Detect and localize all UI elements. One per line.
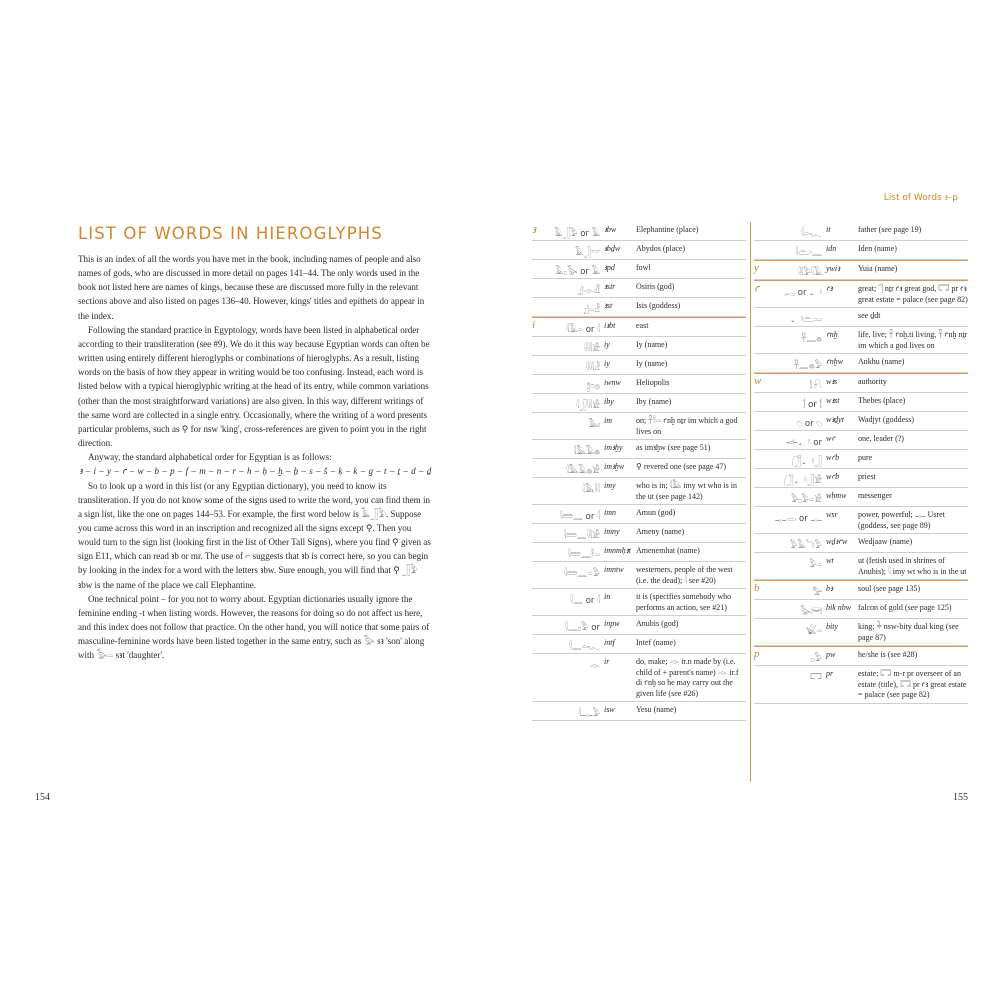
- transliteration: wsr: [826, 510, 838, 519]
- word-entry: [532, 440, 746, 459]
- word-entry: [532, 616, 746, 635]
- paragraph: So to look up a word in this list (or any Egyptian dictionary), you need to know its transliteration. If you do not know some of the signs used to write the word, you can find them in a sign list, like the one on pages 144–53. For example, the first word below is 𓄿𓃀𓅱. Suppose you came across this word in an inscription and recognized all the signs except ⚲. Then you would turn to the sign list (looking first in the list of Other Tall Signs), where you find ⚲ given as sign E11, which can read ꜣb or mr. The use of ⌐ suggests that ꜣb is correct here, so you can begin by looking in the index for a word with the letters ꜣbw. Sure enough, you will find that ⚲ 𓃀𓅱 ꜣbw is the name of the place we call Elephantine.: [78, 480, 431, 590]
- meaning: king; 𓇓 nsw-bity dual king (see page 87): [858, 622, 959, 642]
- word-entry: [754, 469, 968, 488]
- transliteration: wꜣs: [826, 377, 838, 386]
- word-entry: [532, 505, 746, 524]
- hieroglyph-writing: 𓇋𓈖 or 𓇋: [569, 596, 600, 606]
- hieroglyph-writing: 𓊪𓅱: [811, 654, 822, 664]
- hieroglyph-writing: 𓆤𓏏: [806, 626, 822, 636]
- hieroglyph-writing: 𓇋𓄿𓏏 or 𓇋: [566, 325, 600, 335]
- word-entry: [754, 412, 968, 431]
- meaning: Heliopolis: [636, 378, 670, 387]
- section-letter: p: [754, 648, 760, 660]
- page-title: LIST OF WORDS IN HIEROGLYPHS: [78, 224, 383, 243]
- transliteration: imntw: [604, 565, 624, 574]
- word-entry: [532, 589, 746, 616]
- meaning: messenger: [858, 491, 892, 500]
- transliteration: isw: [604, 705, 615, 714]
- transliteration: inpw: [604, 619, 620, 628]
- word-entry: [532, 317, 746, 337]
- hieroglyph-writing: 𓇋𓈖𓏏𓆑: [568, 642, 600, 652]
- word-entry: [532, 298, 746, 317]
- meaning: power, powerful; 𓊃 Usret (goddess, see page 89): [858, 510, 945, 530]
- meaning: pure: [858, 453, 873, 462]
- word-entry: [532, 413, 746, 440]
- meaning: east: [636, 321, 649, 330]
- transliteration: imny: [604, 527, 620, 536]
- meaning: Osiris (god): [636, 282, 675, 291]
- meaning: Amun (god): [636, 508, 676, 517]
- hieroglyph-writing: 𓇋𓃀𓇌𓀀: [576, 401, 600, 411]
- paragraph: One technical point – for you not to worry about. Egyptian dictionaries usually ignore the feminine ending -t when listing words. However, the reasons for doing so do not affect us here, and this index does not follow that practice. On the other hand, you will notice that some pairs of masculine-feminine words have been listed together in the same entry, such as 𓅭 sꜣ 'son' along with 𓅭𓏏 sꜣt 'daughter'.: [78, 593, 430, 661]
- hieroglyph-writing: 𓇌𓅱𓇋𓄿: [797, 268, 822, 278]
- alphabet-order: ꜣ – i – y – ꜥ – w – b – p – f – m – n – r – h – ḥ – ḫ – ẖ – s – š – ḳ – k – g – t – ṯ – d – ḏ: [79, 466, 432, 477]
- meaning: as imꜣḫw (see page 51): [636, 443, 711, 452]
- hieroglyph-writing: 𓅡: [811, 588, 822, 598]
- meaning: life, live; 𓋹 ꜥnḫ.ti living, 𓋹 ꜥnḫ nṯr im which a god lives on: [858, 330, 968, 350]
- hieroglyph-writing: 𓇋𓈖𓊪𓅱 or: [564, 623, 600, 633]
- paragraph: Anyway, the standard alphabetical order for Egyptian is as follows:: [88, 452, 332, 463]
- transliteration: pw: [826, 650, 836, 659]
- meaning: father (see page 19): [858, 225, 922, 234]
- word-entry: [532, 562, 746, 589]
- meaning: westerners, people of the west (i.e. the dead); 𓇋 see #20): [636, 565, 733, 585]
- transliteration: pr: [826, 669, 834, 678]
- word-entry: [754, 488, 968, 507]
- meaning: ut (fetish used in shrines of Anubis); 𓇋 imy wt who is in the ut: [858, 556, 967, 576]
- hieroglyph-writing: 𓌀𓍯: [809, 381, 822, 391]
- transliteration: ꜣbw: [604, 225, 617, 234]
- folio-left: 154: [35, 792, 50, 803]
- word-entry: [754, 507, 968, 534]
- transliteration: iy: [604, 359, 610, 368]
- transliteration: wt: [826, 556, 834, 565]
- word-entry: [754, 646, 968, 666]
- hieroglyph-writing: 𓇋𓏏𓆑: [800, 229, 822, 239]
- word-entry: [532, 260, 746, 279]
- word-entry: [754, 327, 968, 354]
- transliteration: iwnw: [604, 378, 621, 387]
- word-entry: [532, 337, 746, 356]
- transliteration: imꜣḫy: [604, 443, 623, 452]
- transliteration: it: [826, 225, 831, 234]
- transliteration: iy: [604, 340, 610, 349]
- meaning: who is in; 𓇋𓅓 imy wt who is in the ut (see page 142): [636, 481, 738, 501]
- word-entry: [754, 431, 968, 450]
- transliteration: imꜣḫw: [604, 462, 625, 471]
- transliteration: ꜥnḫ: [826, 330, 838, 339]
- transliteration: ꜣsir: [604, 282, 616, 291]
- transliteration: wꜥ: [826, 434, 836, 443]
- word-entry: [754, 553, 968, 580]
- meaning: Anubis (god): [636, 619, 679, 628]
- word-entry: [754, 580, 968, 600]
- meaning: Yesu (name): [636, 705, 677, 714]
- word-entry: [754, 534, 968, 553]
- meaning: authority: [858, 377, 887, 386]
- hieroglyph-writing: 𓁹: [589, 661, 600, 671]
- meaning: ⚲ revered one (see page 47): [636, 462, 727, 471]
- transliteration: wꜣst: [826, 396, 840, 405]
- meaning: Abydos (place): [636, 244, 686, 253]
- paragraph: This is an index of all the words you have met in the book, including names of people and also names of gods, who are discussed in more detail on pages 141–44. The only words used in the book not listed here are names of kings, because these are discussed more fully in the relevant sections above and also listed on pages 136–40. However, kings' titles and epithets do appear in the index.: [78, 254, 425, 321]
- transliteration: intf: [604, 638, 615, 647]
- hieroglyph-writing: 𓅱𓄿𓆓𓅱: [789, 541, 822, 551]
- word-column-1: [532, 222, 746, 721]
- transliteration: idn: [826, 244, 837, 253]
- meaning: it is (specifies somebody who performs an action, see #21): [636, 592, 732, 612]
- transliteration: imn: [604, 508, 616, 517]
- word-entry: [532, 241, 746, 260]
- word-entry: [754, 308, 968, 327]
- hieroglyph-writing: 𓃂𓂝𓃀𓀀: [783, 476, 822, 486]
- transliteration: ꜣst: [604, 301, 613, 310]
- meaning: priest: [858, 472, 876, 481]
- transliteration: iby: [604, 397, 614, 406]
- meaning: Isis (goddess): [636, 301, 681, 310]
- transliteration: ꜣbḏw: [604, 244, 621, 253]
- hieroglyph-writing: 𓉺𓏌𓊖: [586, 382, 600, 392]
- word-entry: [754, 666, 968, 704]
- hieroglyph-writing: 𓅓𓏤: [588, 420, 600, 430]
- hieroglyph-writing: 𓊃𓂋 or 𓊃: [774, 514, 822, 524]
- meaning: Iden (name): [858, 244, 897, 253]
- hieroglyph-writing: 𓇋𓅓𓄿𓐍𓀀: [565, 466, 600, 476]
- meaning: soul (see page 135): [858, 584, 920, 593]
- word-entry: [532, 459, 746, 478]
- column-divider: [750, 222, 751, 782]
- transliteration: ꜥnḫw: [826, 357, 844, 366]
- intro-text: [78, 252, 433, 663]
- word-entry: [754, 619, 968, 646]
- hieroglyph-writing: 𓋹𓈖𓐍: [801, 334, 822, 344]
- hieroglyph-writing: 𓊨𓏏𓁐: [583, 305, 600, 315]
- word-entry: [754, 222, 968, 241]
- meaning: he/she is (see #28): [858, 650, 918, 659]
- transliteration: iꜣbt: [604, 321, 616, 330]
- word-entry: [532, 654, 746, 702]
- transliteration: ywiꜣ: [826, 264, 840, 273]
- meaning: Amenemhat (name): [636, 546, 700, 555]
- section-letter: b: [754, 582, 760, 594]
- transliteration: ir: [604, 657, 610, 666]
- word-entry: [532, 478, 746, 505]
- transliteration: bꜣ: [826, 584, 833, 593]
- word-entry: [532, 394, 746, 413]
- hieroglyph-writing: 𓄿𓊪𓅭 or 𓄿: [555, 267, 600, 277]
- hieroglyph-writing: 𓄿𓃀𓎟: [575, 248, 600, 258]
- word-entry: [754, 450, 968, 469]
- transliteration: im: [604, 416, 612, 425]
- meaning: on; 𓋹𓎛𓏏 ꜥnḫ nṯr im which a god lives on: [636, 416, 738, 436]
- hieroglyph-writing: 𓂝𓂧𓏏: [790, 315, 822, 325]
- hieroglyph-writing: 𓊨𓁹𓀭: [578, 286, 600, 296]
- word-entry: [532, 375, 746, 394]
- transliteration: bity: [826, 622, 838, 631]
- hieroglyph-writing: 𓅱𓊪𓅱𓏏𓀀: [790, 495, 822, 505]
- meaning: falcon of gold (see page 125): [858, 603, 952, 612]
- meaning: great; 𓊹 nṯr ꜥꜣ great god, 𓉐 pr ꜥꜣ great estate = palace (see page 82): [858, 284, 968, 304]
- running-head: List of Words ꜣ–p: [883, 193, 958, 203]
- transliteration: in: [604, 592, 611, 601]
- hieroglyph-writing: 𓌡𓂝 or: [785, 438, 822, 448]
- section-letter: ꜣ: [532, 224, 536, 236]
- meaning: Yuia (name): [858, 264, 898, 273]
- meaning: Ankhu (name): [858, 357, 905, 366]
- word-entry: [754, 393, 968, 412]
- meaning: see ḏdt: [858, 311, 881, 320]
- word-entry: [754, 241, 968, 260]
- meaning: Iby (name): [636, 397, 672, 406]
- meaning: fowl: [636, 263, 651, 272]
- word-entry: [754, 600, 968, 619]
- hieroglyph-writing: 𓇋𓊃𓅱: [578, 709, 600, 719]
- hieroglyph-writing: 𓇋𓇌𓀀: [583, 344, 600, 354]
- meaning: Elephantine (place): [636, 225, 699, 234]
- transliteration: wḥmw: [826, 491, 847, 500]
- hieroglyph-writing: 𓇋𓏠𓈖𓇌𓀀: [563, 531, 600, 541]
- word-entry: [532, 222, 746, 241]
- meaning: Intef (name): [636, 638, 676, 647]
- hieroglyph-writing: 𓆇 or 𓆇: [796, 419, 822, 429]
- hieroglyph-writing: 𓅱𓏏: [809, 560, 822, 570]
- hieroglyph-writing: 𓇋𓏠𓈖𓎛𓏏: [567, 550, 600, 560]
- word-entry: [754, 260, 968, 280]
- word-entry: [532, 635, 746, 654]
- hieroglyph-writing: 𓇋𓏠𓈖 or 𓇋: [559, 512, 600, 522]
- word-entry: [754, 373, 968, 393]
- hieroglyph-writing: 𓃂𓂝𓃀: [791, 457, 822, 467]
- word-column-2: [754, 222, 968, 704]
- transliteration: imnmḥꜣt: [604, 546, 631, 555]
- meaning: Thebes (place): [858, 396, 906, 405]
- section-letter: w: [754, 375, 762, 387]
- meaning: estate; 𓉐 m-r pr overseer of an estate (title), 𓉐 pr ꜥꜣ great estate = palace (see page 82): [858, 669, 967, 699]
- transliteration: wꜥb: [826, 453, 840, 462]
- section-letter: ꜥ: [754, 283, 760, 295]
- hieroglyph-writing: 𓉐: [810, 673, 822, 683]
- hieroglyph-writing: 𓇋𓅓𓇌: [582, 485, 600, 495]
- word-entry: [754, 354, 968, 373]
- hieroglyph-writing: 𓅭𓋞: [800, 607, 822, 617]
- meaning: Ameny (name): [636, 527, 685, 536]
- word-entry: [532, 543, 746, 562]
- word-entry: [532, 356, 746, 375]
- section-letter: y: [754, 262, 759, 274]
- hieroglyph-writing: 𓄿𓃀𓅱 or 𓄿: [554, 229, 600, 239]
- transliteration: wꜣḏyt: [826, 415, 844, 424]
- transliteration: wꜥb: [826, 472, 840, 481]
- paragraph: Following the standard practice in Egyptology, words have been listed in alphabetical order according to their transliteration (see #9). We do it this way because Egyptian words can often be written using entirely different hieroglyphs or combinations of hieroglyphs. As a result, listing words on the basis of how they appear in writing would be too confusing. Instead, each word is listed below with a typical hieroglyphic writing at the head of its entry, while common variations (other than the most straightforward variations) are also given. In this way, different writings of the same word are collected in a single entry. Occasionally, where the writing of a word presents particular problems, such as ⚲ for nsw 'king', cross-references are given to point you in the right direction.: [78, 324, 430, 449]
- hieroglyph-writing: 𓇋𓅓𓄿𓐍: [573, 447, 600, 457]
- hieroglyph-writing: 𓇋𓂧𓈖: [795, 248, 822, 258]
- hieroglyph-writing: 𓉻 or 𓂝: [783, 288, 822, 298]
- transliteration: bik nbw: [826, 603, 852, 612]
- hieroglyph-writing: 𓋹𓈖𓐍𓅱: [794, 361, 822, 371]
- word-entry: [532, 279, 746, 298]
- hieroglyph-writing: 𓌀 or 𓌀: [802, 400, 822, 410]
- folio-right: 155: [953, 792, 968, 803]
- hieroglyph-writing: 𓇋𓏠𓈖𓏏𓅱: [563, 569, 600, 579]
- transliteration: wḏꜣꜥw: [826, 537, 848, 546]
- meaning: do, make; 𓁹 ir.n made by (i.e. child of + parent's name) 𓁹 ir.f di ꜥnḫ so he may carry out the given life (see #26): [636, 657, 739, 698]
- meaning: Iy (name): [636, 340, 668, 349]
- meaning: one, leader (?): [858, 434, 904, 443]
- meaning: Iy (name): [636, 359, 668, 368]
- word-entry: [754, 280, 968, 308]
- transliteration: imy: [604, 481, 616, 490]
- transliteration: ꜣpd: [604, 263, 615, 272]
- meaning: Wedjaaw (name): [858, 537, 913, 546]
- section-letter: i: [532, 319, 536, 331]
- meaning: Wadjyt (goddess): [858, 415, 915, 424]
- transliteration: ꜥꜣ: [826, 284, 833, 293]
- word-entry: [532, 702, 746, 721]
- word-entry: [532, 524, 746, 543]
- hieroglyph-writing: 𓇋𓇌𓁐: [585, 363, 600, 373]
